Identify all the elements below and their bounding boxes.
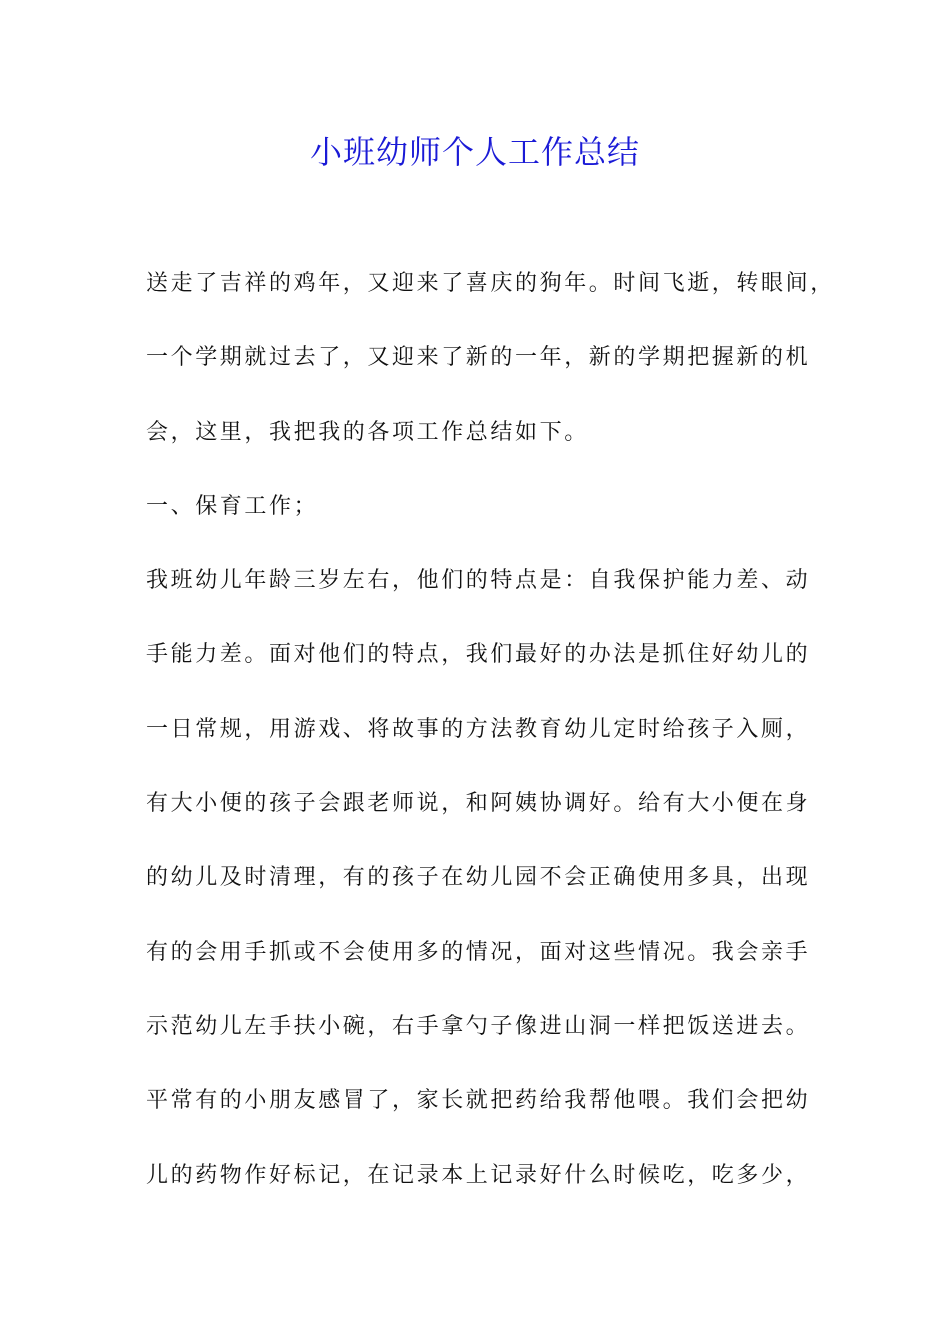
body-line: 一个学期就过去了，又迎来了新的一年，新的学期把握新的机 (146, 345, 811, 371)
body-line: 的幼儿及时清理，有的孩子在幼儿园不会正确使用多具，出现 (146, 865, 811, 891)
body-line: 会，这里，我把我的各项工作总结如下。 (146, 419, 589, 445)
document-title: 小班幼师个人工作总结 (309, 133, 640, 171)
body-line: 示范幼儿左手扶小碗，右手拿勺子像进山洞一样把饭送进去。 (146, 1013, 811, 1039)
body-line: 一日常规，用游戏、将故事的方法教育幼儿定时给孩子入厕， (146, 716, 811, 742)
document-body (146, 264, 835, 1230)
body-line: 我班幼儿年龄三岁左右，他们的特点是：自我保护能力差、动 (146, 568, 811, 594)
body-line: 送走了吉祥的鸡年，又迎来了喜庆的狗年。时间飞逝，转眼间， (146, 271, 835, 296)
body-line: 有的会用手抓或不会使用多的情况，面对这些情况。我会亲手 (146, 939, 811, 965)
section-heading: 一、保育工作； (146, 493, 319, 519)
body-line: 有大小便的孩子会跟老师说，和阿姨协调好。给有大小便在身 (146, 791, 811, 817)
body-line: 平常有的小朋友感冒了，家长就把药给我帮他喂。我们会把幼 (146, 1088, 811, 1114)
body-line: 手能力差。面对他们的特点，我们最好的办法是抓住好幼儿的 (146, 642, 811, 668)
body-line: 儿的药物作好标记，在记录本上记录好什么时候吃，吃多少， (146, 1162, 811, 1188)
